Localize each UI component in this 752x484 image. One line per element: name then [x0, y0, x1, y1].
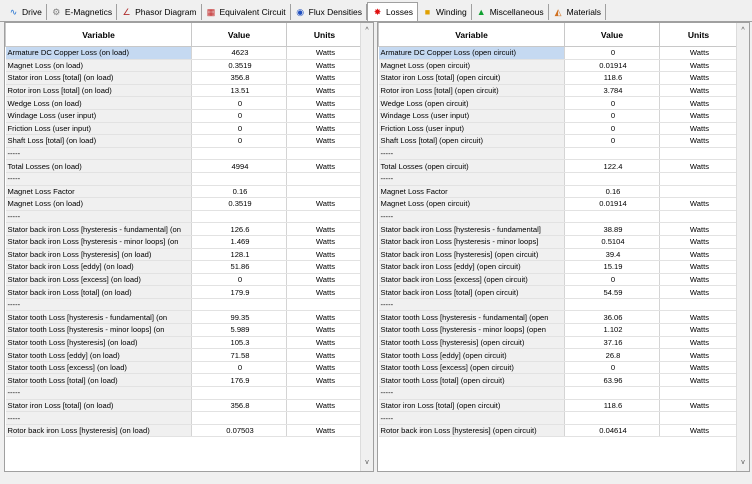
- units-cell[interactable]: Watts: [287, 311, 363, 324]
- value-cell[interactable]: 0: [565, 47, 660, 60]
- value-column-header[interactable]: Value: [565, 23, 660, 47]
- units-cell[interactable]: Watts: [287, 336, 363, 349]
- variable-cell[interactable]: Windage Loss (user input): [6, 109, 192, 122]
- table-row[interactable]: [379, 235, 738, 248]
- variable-cell[interactable]: Stator tooth Loss [total] (open circuit): [379, 374, 565, 387]
- units-cell[interactable]: [287, 298, 363, 311]
- table-row[interactable]: [379, 223, 738, 236]
- table-row[interactable]: [379, 97, 738, 110]
- table-row[interactable]: [379, 47, 738, 60]
- tab-winding[interactable]: [418, 4, 472, 20]
- value-cell[interactable]: [565, 387, 660, 400]
- variable-cell[interactable]: Stator back iron Loss [hysteresis - fundamental] (on: [6, 223, 192, 236]
- units-cell[interactable]: Watts: [660, 399, 738, 412]
- table-row[interactable]: [6, 223, 363, 236]
- value-cell[interactable]: 0: [565, 135, 660, 148]
- variable-cell[interactable]: -----: [379, 298, 565, 311]
- variable-cell[interactable]: Wedge Loss (on load): [6, 97, 192, 110]
- units-cell[interactable]: Watts: [287, 424, 363, 437]
- value-cell[interactable]: 13.51: [192, 84, 287, 97]
- table-row[interactable]: [6, 412, 363, 425]
- table-row[interactable]: [379, 336, 738, 349]
- table-row[interactable]: [6, 361, 363, 374]
- units-cell[interactable]: Watts: [287, 324, 363, 337]
- units-cell[interactable]: Watts: [660, 311, 738, 324]
- variable-cell[interactable]: Magnet Loss Factor: [379, 185, 565, 198]
- table-row[interactable]: [379, 261, 738, 274]
- value-cell[interactable]: [565, 412, 660, 425]
- units-cell[interactable]: [287, 147, 363, 160]
- value-cell[interactable]: 0: [192, 273, 287, 286]
- units-cell[interactable]: Watts: [287, 84, 363, 97]
- value-cell[interactable]: 118.6: [565, 72, 660, 85]
- phasor-diagram-icon: ∠: [122, 6, 131, 17]
- variable-cell[interactable]: Rotor iron Loss [total] (open circuit): [379, 84, 565, 97]
- value-cell[interactable]: 38.89: [565, 223, 660, 236]
- variable-cell[interactable]: Stator iron Loss [total] (open circuit): [379, 72, 565, 85]
- tab-label: Miscellaneous: [489, 7, 544, 17]
- miscellaneous-icon: ▲: [476, 6, 486, 17]
- variable-cell[interactable]: Stator tooth Loss [excess] (open circuit): [379, 361, 565, 374]
- table-row[interactable]: [379, 412, 738, 425]
- scroll-up-icon[interactable]: ^: [365, 27, 369, 34]
- variable-cell[interactable]: Rotor iron Loss [total] (on load): [6, 84, 192, 97]
- value-cell[interactable]: [565, 298, 660, 311]
- variable-column-header[interactable]: Variable: [379, 23, 565, 47]
- table-row[interactable]: [379, 122, 738, 135]
- value-column-header[interactable]: Value: [192, 23, 287, 47]
- units-cell[interactable]: Watts: [287, 59, 363, 72]
- table-row[interactable]: [6, 298, 363, 311]
- variable-cell[interactable]: Stator tooth Loss [hysteresis - minor loops] (on: [6, 324, 192, 337]
- variable-cell[interactable]: Stator tooth Loss [total] (on load): [6, 374, 192, 387]
- value-cell[interactable]: 0.16: [565, 185, 660, 198]
- table-row[interactable]: [6, 147, 363, 160]
- scroll-down-icon[interactable]: v: [365, 459, 369, 466]
- table-row[interactable]: [379, 172, 738, 185]
- variable-cell[interactable]: Stator back iron Loss [excess] (on load): [6, 273, 192, 286]
- value-cell[interactable]: 0: [192, 109, 287, 122]
- value-cell[interactable]: 0.01914: [565, 59, 660, 72]
- losses-icon: ✸: [373, 6, 382, 17]
- variable-cell[interactable]: Stator back iron Loss [hysteresis] (on load): [6, 248, 192, 261]
- variable-cell[interactable]: -----: [379, 210, 565, 223]
- value-cell[interactable]: 4623: [192, 47, 287, 60]
- variable-cell[interactable]: Stator tooth Loss [excess] (on load): [6, 361, 192, 374]
- value-cell[interactable]: 71.58: [192, 349, 287, 362]
- units-cell[interactable]: Watts: [660, 235, 738, 248]
- value-cell[interactable]: 5.989: [192, 324, 287, 337]
- value-cell[interactable]: 356.8: [192, 399, 287, 412]
- table-row[interactable]: [6, 198, 363, 211]
- units-cell[interactable]: [660, 387, 738, 400]
- table-row[interactable]: [379, 72, 738, 85]
- variable-cell[interactable]: Stator back iron Loss [hysteresis] (open circuit): [379, 248, 565, 261]
- units-cell[interactable]: Watts: [287, 374, 363, 387]
- on-load-losses-panel: [4, 22, 374, 472]
- variable-cell[interactable]: Stator tooth Loss [eddy] (on load): [6, 349, 192, 362]
- value-cell[interactable]: 0.04614: [565, 424, 660, 437]
- scroll-up-icon[interactable]: ^: [741, 27, 745, 34]
- table-row[interactable]: [6, 109, 363, 122]
- variable-cell[interactable]: Stator back iron Loss [eddy] (on load): [6, 261, 192, 274]
- variable-cell[interactable]: Stator iron Loss [total] (on load): [6, 72, 192, 85]
- units-cell[interactable]: Watts: [660, 59, 738, 72]
- units-cell[interactable]: Watts: [287, 109, 363, 122]
- variable-cell[interactable]: Stator iron Loss [total] (on load): [6, 399, 192, 412]
- units-cell[interactable]: Watts: [287, 361, 363, 374]
- tab-label: Winding: [435, 7, 467, 17]
- value-cell[interactable]: 3.784: [565, 84, 660, 97]
- value-cell[interactable]: 0: [565, 122, 660, 135]
- table-row[interactable]: [379, 185, 738, 198]
- units-cell[interactable]: Watts: [660, 374, 738, 387]
- table-row[interactable]: [6, 248, 363, 261]
- table-row[interactable]: [6, 374, 363, 387]
- units-cell[interactable]: Watts: [660, 47, 738, 60]
- table-row[interactable]: [6, 160, 363, 173]
- variable-cell[interactable]: Stator tooth Loss [hysteresis] (open circuit): [379, 336, 565, 349]
- units-column-header[interactable]: Units: [287, 23, 363, 47]
- units-cell[interactable]: Watts: [660, 198, 738, 211]
- value-cell[interactable]: [192, 387, 287, 400]
- table-row[interactable]: [379, 135, 738, 148]
- table-row[interactable]: [379, 324, 738, 337]
- variable-cell[interactable]: -----: [379, 172, 565, 185]
- table-row[interactable]: [6, 336, 363, 349]
- value-cell[interactable]: 0.16: [192, 185, 287, 198]
- units-cell[interactable]: Watts: [660, 361, 738, 374]
- units-cell[interactable]: [660, 412, 738, 425]
- on-load-losses-table: [5, 23, 363, 437]
- tab-equivalent-circuit[interactable]: [202, 4, 291, 20]
- tab-materials[interactable]: [549, 4, 606, 20]
- units-column-header[interactable]: Units: [660, 23, 738, 47]
- units-cell[interactable]: Watts: [660, 72, 738, 85]
- value-cell[interactable]: 356.8: [192, 72, 287, 85]
- value-cell[interactable]: 54.59: [565, 286, 660, 299]
- units-cell[interactable]: Watts: [660, 286, 738, 299]
- winding-icon: ■: [424, 6, 431, 17]
- value-cell[interactable]: 0.5104: [565, 235, 660, 248]
- table-row[interactable]: [379, 298, 738, 311]
- variable-cell[interactable]: Magnet Loss Factor: [6, 185, 192, 198]
- value-cell[interactable]: 51.86: [192, 261, 287, 274]
- table-row[interactable]: [379, 273, 738, 286]
- value-cell[interactable]: [192, 412, 287, 425]
- value-cell[interactable]: [565, 147, 660, 160]
- table-row[interactable]: [6, 286, 363, 299]
- value-cell[interactable]: [565, 210, 660, 223]
- variable-cell[interactable]: Stator back iron Loss [total] (on load): [6, 286, 192, 299]
- units-cell[interactable]: Watts: [287, 261, 363, 274]
- value-cell[interactable]: 176.9: [192, 374, 287, 387]
- variable-cell[interactable]: Windage Loss (user input): [379, 109, 565, 122]
- tab-drive[interactable]: [4, 4, 47, 20]
- table-row[interactable]: [6, 210, 363, 223]
- status-bar: [0, 474, 752, 484]
- units-cell[interactable]: [660, 172, 738, 185]
- materials-icon: ◭: [554, 6, 562, 17]
- units-cell[interactable]: Watts: [287, 286, 363, 299]
- value-cell[interactable]: 0: [565, 109, 660, 122]
- units-cell[interactable]: Watts: [660, 135, 738, 148]
- variable-cell[interactable]: Armature DC Copper Loss (open circuit): [379, 47, 565, 60]
- value-cell[interactable]: 126.6: [192, 223, 287, 236]
- value-cell[interactable]: 0: [565, 361, 660, 374]
- tab-flux-densities[interactable]: [291, 4, 367, 20]
- table-row[interactable]: [6, 324, 363, 337]
- table-row[interactable]: [379, 84, 738, 97]
- value-cell[interactable]: [192, 147, 287, 160]
- units-cell[interactable]: Watts: [660, 223, 738, 236]
- value-cell[interactable]: 0.3519: [192, 198, 287, 211]
- value-cell[interactable]: 63.96: [565, 374, 660, 387]
- units-cell[interactable]: [287, 185, 363, 198]
- units-cell[interactable]: [660, 147, 738, 160]
- table-row[interactable]: [6, 72, 363, 85]
- tab-label: Phasor Diagram: [135, 7, 197, 17]
- table-row[interactable]: [379, 59, 738, 72]
- units-cell[interactable]: Watts: [660, 349, 738, 362]
- variable-cell[interactable]: Total Losses (on load): [6, 160, 192, 173]
- value-cell[interactable]: 0: [192, 122, 287, 135]
- variable-cell[interactable]: Stator tooth Loss [hysteresis - fundamental] (on: [6, 311, 192, 324]
- value-cell[interactable]: 1.102: [565, 324, 660, 337]
- table-row[interactable]: [379, 311, 738, 324]
- tab-label: Materials: [566, 7, 602, 17]
- table-row[interactable]: [6, 235, 363, 248]
- value-cell[interactable]: 0.3519: [192, 59, 287, 72]
- table-row[interactable]: [379, 374, 738, 387]
- value-cell[interactable]: 4994: [192, 160, 287, 173]
- open-circuit-losses-table: [378, 23, 738, 437]
- variable-cell[interactable]: Stator back iron Loss [hysteresis - minor loops]: [379, 235, 565, 248]
- scroll-down-icon[interactable]: v: [741, 459, 745, 466]
- table-row[interactable]: [379, 160, 738, 173]
- units-cell[interactable]: Watts: [660, 248, 738, 261]
- value-cell[interactable]: 179.9: [192, 286, 287, 299]
- units-cell[interactable]: Watts: [660, 324, 738, 337]
- variable-cell[interactable]: Stator back iron Loss [eddy] (open circuit): [379, 261, 565, 274]
- open-circuit-losses-panel: [377, 22, 750, 472]
- value-cell[interactable]: 122.4: [565, 160, 660, 173]
- variable-cell[interactable]: Stator back iron Loss [hysteresis - fundamental]: [379, 223, 565, 236]
- units-cell[interactable]: [660, 185, 738, 198]
- variable-cell[interactable]: -----: [6, 210, 192, 223]
- value-cell[interactable]: 26.8: [565, 349, 660, 362]
- units-cell[interactable]: Watts: [287, 198, 363, 211]
- table-row[interactable]: [6, 349, 363, 362]
- value-cell[interactable]: 36.06: [565, 311, 660, 324]
- units-cell[interactable]: [660, 298, 738, 311]
- right-vertical-scrollbar[interactable]: [736, 23, 749, 471]
- variable-cell[interactable]: Armature DC Copper Loss (on load): [6, 47, 192, 60]
- units-cell[interactable]: Watts: [660, 273, 738, 286]
- units-cell[interactable]: Watts: [287, 122, 363, 135]
- units-cell[interactable]: Watts: [660, 84, 738, 97]
- table-row[interactable]: [6, 185, 363, 198]
- tab-label: E-Magnetics: [64, 7, 113, 17]
- units-cell[interactable]: Watts: [287, 399, 363, 412]
- variable-cell[interactable]: Shaft Loss [total] (open circuit): [379, 135, 565, 148]
- variable-cell[interactable]: Magnet Loss (on load): [6, 59, 192, 72]
- value-cell[interactable]: 0: [192, 135, 287, 148]
- units-cell[interactable]: Watts: [660, 97, 738, 110]
- table-row[interactable]: [6, 172, 363, 185]
- units-cell[interactable]: Watts: [660, 109, 738, 122]
- table-row[interactable]: [6, 261, 363, 274]
- units-cell[interactable]: [287, 172, 363, 185]
- variable-cell[interactable]: Rotor back iron Loss [hysteresis] (on load): [6, 424, 192, 437]
- variable-cell[interactable]: -----: [6, 387, 192, 400]
- variable-cell[interactable]: Magnet Loss (on load): [6, 198, 192, 211]
- table-row[interactable]: [379, 424, 738, 437]
- value-cell[interactable]: [192, 298, 287, 311]
- variable-cell[interactable]: -----: [6, 412, 192, 425]
- table-row[interactable]: [6, 59, 363, 72]
- variable-cell[interactable]: Shaft Loss [total] (on load): [6, 135, 192, 148]
- value-cell[interactable]: 0: [565, 273, 660, 286]
- equivalent-circuit-icon: ▦: [206, 6, 216, 17]
- units-cell[interactable]: [287, 387, 363, 400]
- value-cell[interactable]: 39.4: [565, 248, 660, 261]
- variable-cell[interactable]: Wedge Loss (open circuit): [379, 97, 565, 110]
- tab-label: Losses: [386, 7, 413, 17]
- table-row[interactable]: [6, 424, 363, 437]
- variable-cell[interactable]: Magnet Loss (open circuit): [379, 59, 565, 72]
- table-row[interactable]: [6, 47, 363, 60]
- table-row[interactable]: [379, 349, 738, 362]
- value-cell[interactable]: 0.01914: [565, 198, 660, 211]
- value-cell[interactable]: 15.19: [565, 261, 660, 274]
- units-cell[interactable]: [287, 210, 363, 223]
- units-cell[interactable]: [287, 412, 363, 425]
- e-magnetics-icon: ⚙: [52, 6, 61, 17]
- table-row[interactable]: [379, 198, 738, 211]
- value-cell[interactable]: 105.3: [192, 336, 287, 349]
- table-row[interactable]: [379, 147, 738, 160]
- variable-cell[interactable]: -----: [6, 298, 192, 311]
- units-cell[interactable]: Watts: [660, 424, 738, 437]
- variable-cell[interactable]: -----: [379, 387, 565, 400]
- table-row[interactable]: [379, 387, 738, 400]
- table-row[interactable]: [6, 135, 363, 148]
- table-row[interactable]: [6, 97, 363, 110]
- units-cell[interactable]: [660, 210, 738, 223]
- table-row[interactable]: [6, 273, 363, 286]
- value-cell[interactable]: [192, 210, 287, 223]
- table-row[interactable]: [379, 210, 738, 223]
- table-row[interactable]: [379, 286, 738, 299]
- table-row[interactable]: [379, 248, 738, 261]
- variable-cell[interactable]: Stator tooth Loss [hysteresis - minor loops] (open: [379, 324, 565, 337]
- units-cell[interactable]: Watts: [660, 160, 738, 173]
- flux-densities-icon: ◉: [296, 6, 305, 17]
- variable-cell[interactable]: Stator tooth Loss [hysteresis] (on load): [6, 336, 192, 349]
- variable-cell[interactable]: Rotor back iron Loss [hysteresis] (open circuit): [379, 424, 565, 437]
- variable-cell[interactable]: Friction Loss (user input): [379, 122, 565, 135]
- units-cell[interactable]: Watts: [287, 349, 363, 362]
- variable-cell[interactable]: Magnet Loss (open circuit): [379, 198, 565, 211]
- units-cell[interactable]: Watts: [287, 235, 363, 248]
- variable-cell[interactable]: -----: [6, 147, 192, 160]
- value-cell[interactable]: 0: [565, 97, 660, 110]
- units-cell[interactable]: Watts: [660, 336, 738, 349]
- table-row[interactable]: [379, 109, 738, 122]
- variable-cell[interactable]: Stator back iron Loss [excess] (open circuit): [379, 273, 565, 286]
- variable-cell[interactable]: Stator tooth Loss [eddy] (open circuit): [379, 349, 565, 362]
- units-cell[interactable]: Watts: [660, 122, 738, 135]
- value-cell[interactable]: 37.16: [565, 336, 660, 349]
- variable-cell[interactable]: -----: [379, 147, 565, 160]
- table-row[interactable]: [379, 361, 738, 374]
- units-cell[interactable]: Watts: [287, 135, 363, 148]
- value-cell[interactable]: 118.6: [565, 399, 660, 412]
- tab-phasor-diagram[interactable]: [117, 4, 201, 20]
- value-cell[interactable]: 99.35: [192, 311, 287, 324]
- variable-cell[interactable]: Stator back iron Loss [hysteresis - minor loops] (on: [6, 235, 192, 248]
- value-cell[interactable]: 128.1: [192, 248, 287, 261]
- units-cell[interactable]: Watts: [287, 160, 363, 173]
- variable-cell[interactable]: Total Losses (open circuit): [379, 160, 565, 173]
- tab-label: Drive: [22, 7, 42, 17]
- tab-e-magnetics[interactable]: [47, 4, 117, 20]
- variable-column-header[interactable]: Variable: [6, 23, 192, 47]
- units-cell[interactable]: Watts: [660, 261, 738, 274]
- value-cell[interactable]: 0: [192, 97, 287, 110]
- tab-label: Equivalent Circuit: [219, 7, 286, 17]
- units-cell[interactable]: Watts: [287, 248, 363, 261]
- table-row[interactable]: [6, 387, 363, 400]
- table-row[interactable]: [6, 399, 363, 412]
- variable-cell[interactable]: Stator back iron Loss [total] (open circuit): [379, 286, 565, 299]
- tab-miscellaneous[interactable]: [472, 4, 549, 20]
- units-cell[interactable]: Watts: [287, 72, 363, 85]
- tab-bar: [0, 0, 752, 22]
- table-row[interactable]: [6, 311, 363, 324]
- units-cell[interactable]: Watts: [287, 97, 363, 110]
- units-cell[interactable]: Watts: [287, 47, 363, 60]
- variable-cell[interactable]: -----: [6, 172, 192, 185]
- value-cell[interactable]: [192, 172, 287, 185]
- tab-losses[interactable]: [367, 2, 418, 21]
- variable-cell[interactable]: Stator tooth Loss [hysteresis - fundamental] (open: [379, 311, 565, 324]
- drive-icon: ∿: [9, 6, 18, 17]
- variable-cell[interactable]: -----: [379, 412, 565, 425]
- value-cell[interactable]: 0.07503: [192, 424, 287, 437]
- value-cell[interactable]: [565, 172, 660, 185]
- table-row[interactable]: [6, 84, 363, 97]
- table-row[interactable]: [6, 122, 363, 135]
- table-row[interactable]: [379, 399, 738, 412]
- value-cell[interactable]: 0: [192, 361, 287, 374]
- units-cell[interactable]: Watts: [287, 223, 363, 236]
- variable-cell[interactable]: Friction Loss (user input): [6, 122, 192, 135]
- tab-strip: [4, 4, 606, 21]
- tab-label: Flux Densities: [308, 7, 363, 17]
- units-cell[interactable]: Watts: [287, 273, 363, 286]
- value-cell[interactable]: 1.469: [192, 235, 287, 248]
- variable-cell[interactable]: Stator iron Loss [total] (open circuit): [379, 399, 565, 412]
- left-vertical-scrollbar[interactable]: [360, 23, 373, 471]
